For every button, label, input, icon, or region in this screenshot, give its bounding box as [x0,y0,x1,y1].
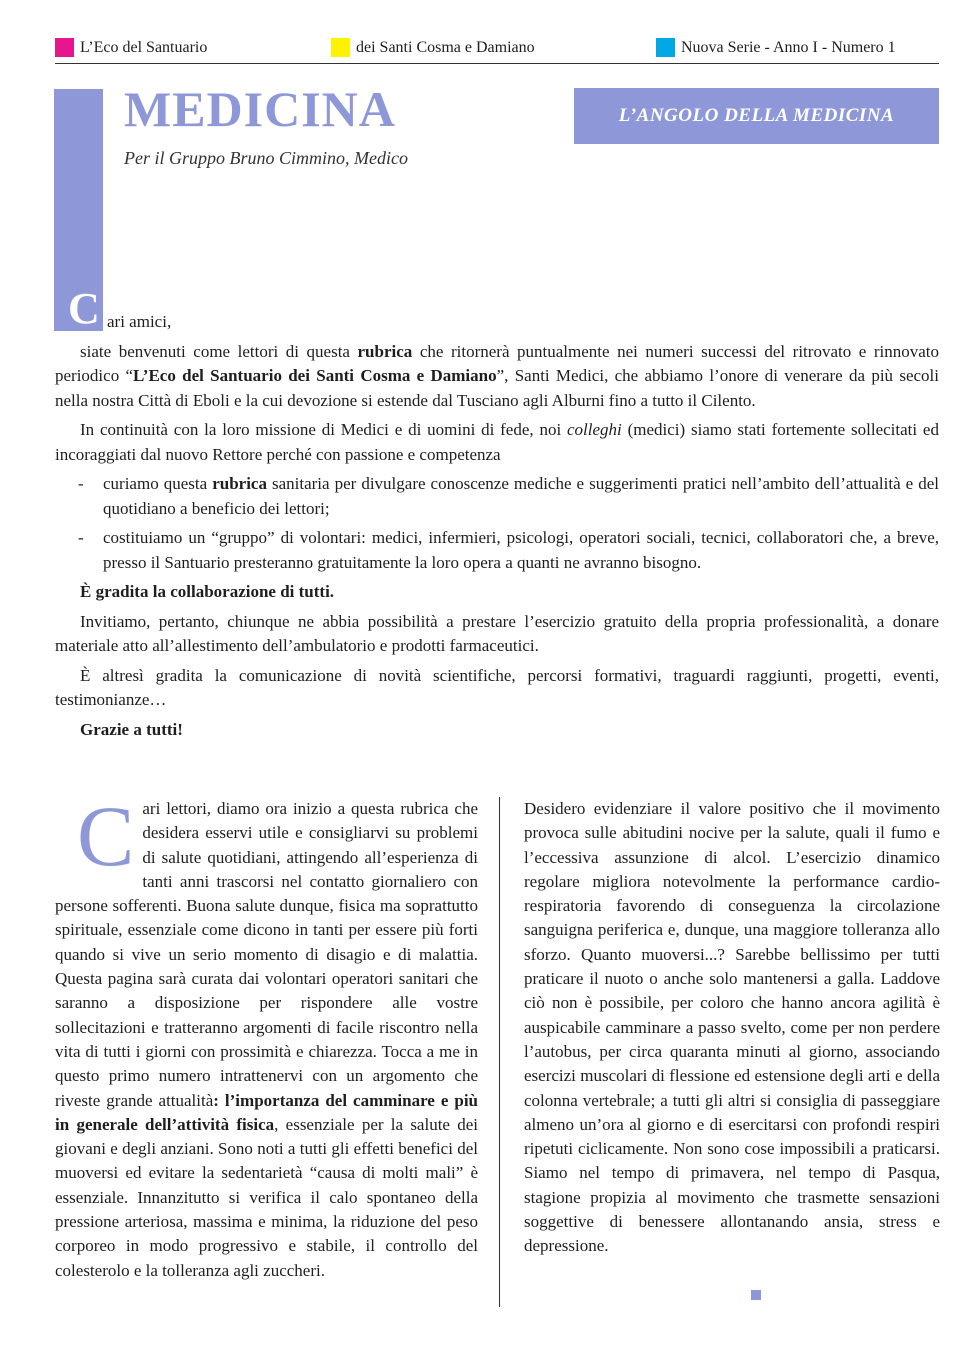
text-span: , essenziale per la salute dei giovani e degli anziani. Sono noti a tutti gli effetti benefici del muoversi ed evitare la sedentarietà “causa di molti mali” è essenziale. Innanzitutto si verifica il calo spontaneo della pressione arteriosa, massima e minima, la riduzione del peso corporeo in modo progressivo e stabile, il controllo del colesterolo e la tolleranza agli zuccheri. [55,1114,479,1280]
dash-icon: - [78,474,84,493]
cyan-square-icon [656,38,675,57]
text-span: che ritornerà puntualmente nei numeri successi del ritrovato e rinnovato periodico “ [55,341,939,385]
bold-span: rubrica [357,341,413,361]
text-span: (medici) siamo stati fortemente sollecitati ed incoraggiati dal nuovo Rettore perché con passione e competenza [55,420,939,464]
text-span: costituiamo un “gruppo” di volontari: medici, infermieri, psicologi, operatori sociali, tecnici, collaboratori che, a breve, presso il Santuario presteranno gratuitamente la loro opera a quanti ne avranno bisogno. [103,528,939,572]
yellow-square-icon [331,38,350,57]
header-publication [55,38,207,57]
intro-thanks [55,718,939,743]
article-right-column: Desidero evidenziare il valore positivo che il movimento provoca sulle abitudini nocive per la salute, quali il fumo e l’eccessiva assunzione di alcol. L’esercizio dinamico regolare migliora notevolmente la performance cardio-respiratoria favorendo di conseguenza la circolazione sanguigna periferica e, dunque, una maggiore tolleranza allo sforzo. Quanto muoversi...? Sarebbe bellissimo per tutti praticare il nuoto o anche solo mantenersi a galla. Laddove ciò non è possibile, per coloro che hanno ancora agilità è auspicabile camminare a passo svelto, come per non perdere l’autobus, per circa quaranta minuti al giorno, associando esercizi muscolari di flessione ed estensione degli arti e della colonna vertebrale; a tutti gli altri si consiglia di passeggiare almeno un’ora al giorno e di esercitarsi con profondi respiri ripetuti ciclicamente. Non sono cose impossibili a praticarsi. Siamo nel tempo di primavera, nel tempo di Pasqua, stagione propizia al movimento che trasmette sensazioni soggettive di benessere allontanando ansia, stress e depressione. [524,799,940,1256]
text-span: siate benvenuti come lettori di questa [80,341,358,361]
intro-bullet-2 [55,526,939,575]
page-title: MEDICINA [124,81,396,137]
article-dropcap: C [77,788,135,884]
italic-span: colleghi [567,420,622,439]
intro-paragraph-3: Invitiamo, pertanto, chiunque ne abbia possibilità a prestare l’esercizio gratuito della propria professionalità, a donare materiale atto all’allestimento dell’ambulatorio e prodotti farmaceutici. [55,611,939,655]
header-right-text: Nuova Serie - Anno I - Numero 1 [681,38,896,56]
header-left-text: L’Eco del Santuario [80,38,208,56]
text-span: ari lettori, diamo ora inizio a questa rubrica che desidera esservi utile e consigliarvi su problemi di salute quotidiani, attingendo all’esperienza di tanti anni trascorsi nel contatto giornaliero con persone sofferenti. Buona salute dunque, fisica ma soprattutto spirituale, essenziale come dicono in tanti per essere più forti quando si vive un serio momento di disagio e di malattia. Questa pagina sarà curata dai volontari operatori sanitari che saranno a disposizione per rispondere alle vostre sollecitazioni e tratteranno argomenti di facile riscontro nella vita di tutti i giorni con prossimità e chiarezza. Tocca a me in questo primo numero intrattenervi con un argomento che riveste grande attualità [55,799,478,1110]
text-span: ”, Santi Medici, che abbiamo l’onore di venerare da più secoli nella nostra Città di Eboli e la cui devozione si estende dal Tusciano agli Alburni fino a tutto il Cilento. [55,366,939,410]
bold-span: : l’importanza del camminare e più in generale dell’attività fisica [55,1090,478,1134]
intro-bold-line [55,580,939,605]
intro-dropcap: C [68,284,100,333]
intro-greeting: ari amici, [107,312,172,331]
text-span: In continuità con la loro missione di Medici e di uomini di fede, noi [80,420,568,439]
header-subtitle [331,38,535,57]
bold-span: Grazie a tutti! [80,719,183,739]
header-issue [656,38,896,57]
intro-section [55,310,939,747]
text-span: sanitaria per divulgare conoscenze mediche e suggerimenti pratici nell’ambito dell’attualità e del quotidiano a beneficio dei lettori; [103,474,939,518]
dash-icon: - [78,528,84,547]
bold-span: È gradita la collaborazione di tutti. [80,582,335,601]
page-header [55,36,939,64]
bold-span: rubrica [212,474,267,493]
intro-paragraph-4: È altresì gradita la comunicazione di novità scientifiche, percorsi formativi, traguardi raggiunti, progetti, eventi, testimonianze… [55,665,939,709]
intro-paragraph-1 [55,340,939,414]
header-center-text: dei Santi Cosma e Damiano [356,38,535,56]
intro-bullet-1 [55,472,939,521]
page-byline: Per il Gruppo Bruno Cimmino, Medico [124,148,408,168]
column-divider [499,797,500,1307]
section-label: L’ANGOLO DELLA MEDICINA [574,88,939,144]
article-left-column [55,788,479,1283]
intro-paragraph-2 [55,418,939,467]
end-mark-icon [751,1290,761,1300]
bold-span: L’Eco del Santuario dei Santi Cosma e Damiano [133,366,497,385]
text-span: curiamo questa [103,474,213,493]
magenta-square-icon [55,38,74,57]
